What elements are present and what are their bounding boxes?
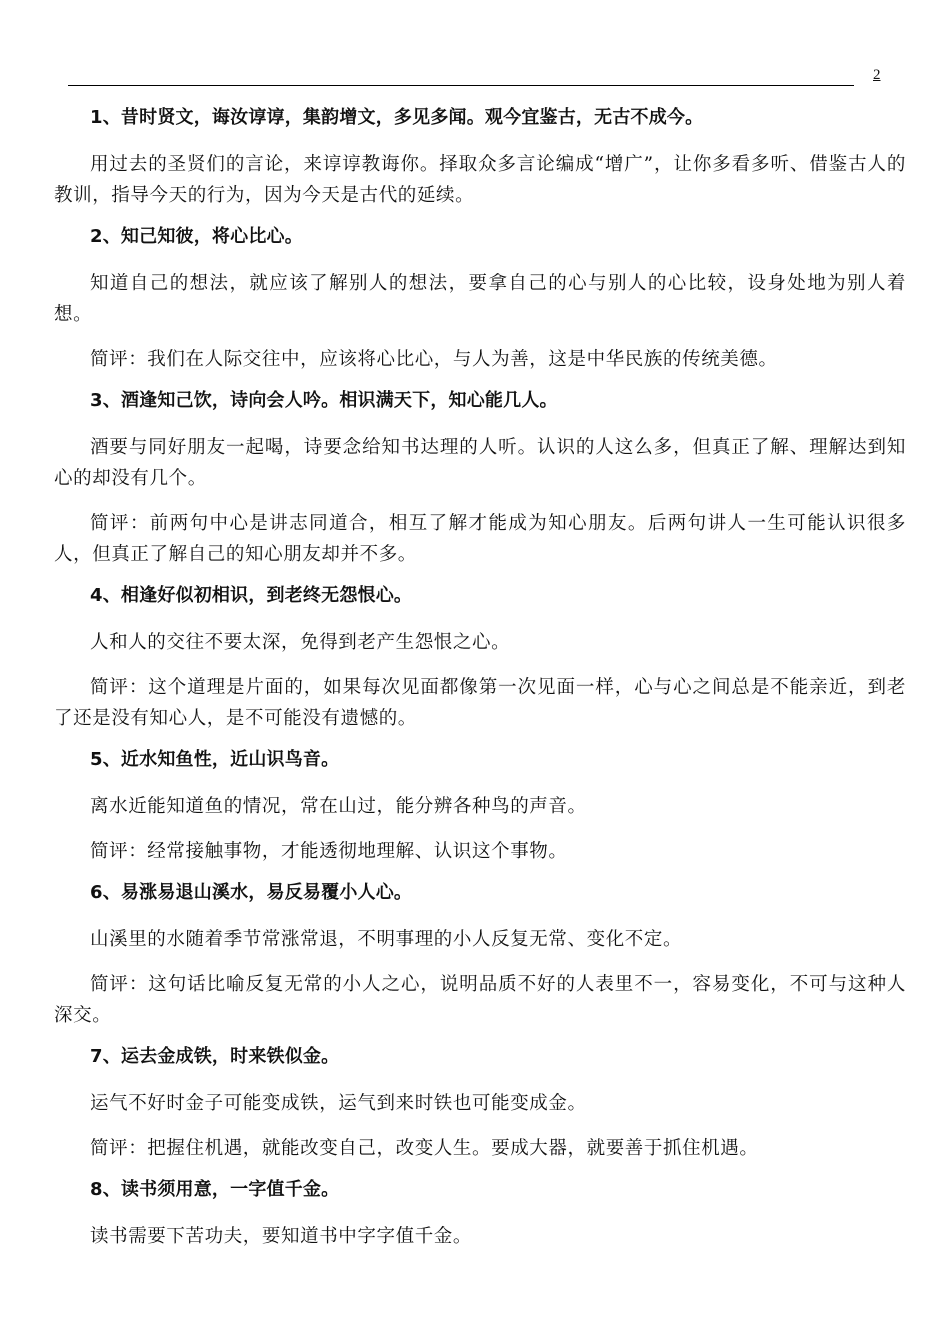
entry-1-explanation: 用过去的圣贤们的言论，来谆谆教诲你。择取众多言论编成“增广”，让你多看多听、借鉴古人的教训，指导今天的行为，因为今天是古代的延续。: [54, 154, 906, 206]
entry-2-comment: 简评：我们在人际交往中，应该将心比心，与人为善，这是中华民族的传统美德。: [90, 349, 778, 370]
document-body: [54, 106, 906, 1266]
entry-6-explanation: 山溪里的水随着季节常涨常退，不明事理的小人反复无常、变化不定。: [90, 929, 683, 950]
entry-7-comment: 简评：把握住机遇，就能改变自己，改变人生。要成大器，就要善于抓住机遇。: [90, 1138, 759, 1159]
entry-3-explanation: 酒要与同好朋友一起喝，诗要念给知书达理的人听。认识的人这么多，但真正了解、理解达到知心的却没有几个。: [54, 437, 906, 489]
entry-8-title: 8、读书须用意，一字值千金。: [90, 1179, 340, 1200]
page-number: 2: [873, 67, 881, 83]
entry-7-title: 7、运去金成铁，时来铁似金。: [90, 1046, 340, 1067]
entry-5-title: 5、近水知鱼性，近山识鸟音。: [90, 749, 340, 770]
entry-6-comment: 简评：这句话比喻反复无常的小人之心，说明品质不好的人表里不一，容易变化，不可与这种人深交。: [54, 974, 906, 1026]
entry-3-comment: 简评：前两句中心是讲志同道合，相互了解才能成为知心朋友。后两句讲人一生可能认识很多人，但真正了解自己的知心朋友却并不多。: [54, 513, 906, 565]
entry-2-explanation: 知道自己的想法，就应该了解别人的想法，要拿自己的心与别人的心比较，设身处地为别人着想。: [54, 273, 906, 325]
entry-6-title: 6、易涨易退山溪水，易反易覆小人心。: [90, 882, 413, 903]
entry-4-title: 4、相逢好似初相识，到老终无怨恨心。: [90, 585, 413, 606]
entry-2-title: 2、知己知彼，将心比心。: [90, 226, 303, 247]
entry-8-explanation: 读书需要下苦功夫，要知道书中字字值千金。: [90, 1226, 473, 1247]
entry-4-explanation: 人和人的交往不要太深，免得到老产生怨恨之心。: [90, 632, 511, 653]
entry-7-explanation: 运气不好时金子可能变成铁，运气到来时铁也可能变成金。: [90, 1093, 587, 1114]
entry-3-title: 3、酒逢知己饮，诗向会人吟。相识满天下，知心能几人。: [90, 390, 558, 411]
entry-1-title: 1、昔时贤文，诲汝谆谆，集韵增文，多见多闻。观今宜鉴古，无古不成今。: [90, 107, 704, 128]
entry-5-explanation: 离水近能知道鱼的情况，常在山过，能分辨各种鸟的声音。: [90, 796, 587, 817]
entry-4-comment: 简评：这个道理是片面的，如果每次见面都像第一次见面一样，心与心之间总是不能亲近，到老了还是没有知心人，是不可能没有遗憾的。: [54, 677, 906, 729]
header-rule: [68, 85, 854, 86]
entry-5-comment: 简评：经常接触事物，才能透彻地理解、认识这个事物。: [90, 841, 568, 862]
